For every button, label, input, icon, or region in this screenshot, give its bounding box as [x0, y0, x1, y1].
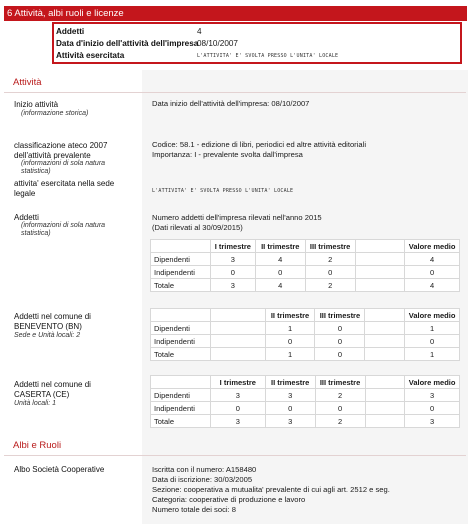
table-cell: 4	[255, 279, 305, 292]
table-cell: 1	[265, 348, 315, 361]
table-cell	[365, 348, 405, 361]
table-cell	[365, 389, 405, 402]
table-cell: 0	[405, 266, 460, 279]
table-cell: 3	[210, 415, 265, 428]
benevento-sub: Sede e Unità locali: 2	[14, 332, 81, 339]
table-cell: 2	[305, 253, 355, 266]
ateco-codice: Codice: 58.1 - edizione di libri, periodici ed altre attività editoriali	[152, 140, 367, 149]
table-cell	[355, 279, 405, 292]
addetti-label: Addetti	[14, 213, 39, 222]
section-header: 6 Attività, albi ruoli e licenze	[4, 6, 467, 21]
table-header-cell: II trimestre	[265, 309, 315, 322]
ateco-sub: (informazioni di sola natura statistica)	[21, 160, 106, 175]
table-cell: 2	[315, 389, 365, 402]
table-cell: 0	[315, 335, 365, 348]
table-header-cell: I trimestre	[210, 376, 265, 389]
table-cell: 3	[210, 253, 255, 266]
summary-box	[52, 22, 462, 64]
albo-coop-label: Albo Società Cooperative	[14, 465, 105, 474]
table-header-cell	[151, 309, 211, 322]
table-cell: 4	[405, 253, 460, 266]
table-cell: 0	[265, 402, 315, 415]
table-cell: 0	[210, 402, 265, 415]
table-cell: 0	[255, 266, 305, 279]
table-cell	[365, 402, 405, 415]
table-cell: 3	[210, 279, 255, 292]
albo-line: Numero totale dei soci: 8	[152, 505, 236, 514]
table-cell: 2	[305, 279, 355, 292]
table-cell: 3	[265, 389, 315, 402]
ateco-label: classificazione ateco 2007 dell'attività prevalente	[14, 141, 108, 160]
albo-line: Sezione: cooperativa a mutualita' prevalente di cui agli art. 2512 e seg.	[152, 485, 390, 494]
albo-line: Data di iscrizione: 30/03/2005	[152, 475, 253, 484]
table-cell	[210, 322, 265, 335]
sede-legale-value: L'ATTIVITA' E' SVOLTA PRESSO L'UNITA' LOCALE	[152, 188, 294, 194]
table-header-row	[151, 309, 460, 322]
summary-data-inizio-value: 08/10/2007	[197, 39, 238, 48]
row-label: Dipendenti	[151, 253, 211, 266]
table-header-cell	[365, 309, 405, 322]
inizio-attivita-sub: (informazione storica)	[21, 110, 89, 117]
table-row	[151, 348, 460, 361]
summary-addetti-label: Addetti	[56, 27, 85, 36]
table-row	[151, 335, 460, 348]
table-row	[151, 266, 460, 279]
table-row	[151, 253, 460, 266]
addetti-line1: Numero addetti dell'impresa rilevati nell'anno 2015	[152, 213, 322, 222]
table-cell: 0	[405, 402, 460, 415]
row-label: Totale	[151, 348, 211, 361]
row-label: Indipendenti	[151, 402, 211, 415]
table-header-cell: III trimestre	[315, 309, 365, 322]
table-header-cell	[151, 240, 211, 253]
table-cell: 4	[255, 253, 305, 266]
table-row	[151, 322, 460, 335]
table-row	[151, 415, 460, 428]
table-cell: 1	[405, 348, 460, 361]
table-row	[151, 279, 460, 292]
table-cell: 0	[265, 335, 315, 348]
table-cell: 1	[405, 322, 460, 335]
table-header-cell: I trimestre	[210, 240, 255, 253]
table-cell: 0	[315, 348, 365, 361]
summary-addetti-value: 4	[197, 27, 202, 36]
table-cell: 0	[210, 266, 255, 279]
table-header-cell: Valore medio	[405, 309, 460, 322]
albo-line: Categoria: cooperative di produzione e lavoro	[152, 495, 306, 504]
table-row	[151, 402, 460, 415]
row-label: Dipendenti	[151, 322, 211, 335]
row-label: Indipendenti	[151, 335, 211, 348]
table-cell: 3	[405, 415, 460, 428]
attivita-section-title: Attività	[13, 77, 42, 88]
table-cell: 0	[315, 402, 365, 415]
table-header-cell	[210, 309, 265, 322]
table-cell: 0	[315, 322, 365, 335]
table-cell	[365, 415, 405, 428]
table-cell	[365, 322, 405, 335]
summary-attivita-row	[54, 50, 460, 62]
summary-data-inizio-label: Data d'inizio dell'attività dell'impresa	[56, 39, 199, 48]
benevento-table	[150, 308, 460, 361]
row-label: Dipendenti	[151, 389, 211, 402]
caserta-label: Addetti nel comune di CASERTA (CE)	[14, 380, 91, 399]
table-header-cell: Valore medio	[405, 376, 460, 389]
table-cell	[355, 266, 405, 279]
benevento-label: Addetti nel comune di BENEVENTO (BN)	[14, 312, 91, 331]
table-cell: 2	[315, 415, 365, 428]
summary-addetti-row	[54, 26, 460, 38]
caserta-sub: Unità locali: 1	[14, 400, 57, 407]
section-divider	[4, 92, 466, 93]
table-cell	[365, 335, 405, 348]
summary-attivita-value: L'ATTIVITA' E' SVOLTA PRESSO L'UNITA' LOCALE	[197, 53, 339, 59]
table-cell	[210, 335, 265, 348]
table-cell: 3	[210, 389, 265, 402]
inizio-attivita-value: Data inizio dell'attività dell'impresa: 08/10/2007	[152, 99, 310, 108]
table-cell: 3	[405, 389, 460, 402]
albi-section-title: Albi e Ruoli	[13, 440, 62, 451]
table-header-cell: II trimestre	[265, 376, 315, 389]
table-header-cell	[365, 376, 405, 389]
summary-attivita-label: Attività esercitata	[56, 51, 125, 60]
row-label: Totale	[151, 415, 211, 428]
table-cell: 3	[265, 415, 315, 428]
table-header-row	[151, 240, 460, 253]
section-divider	[4, 455, 466, 456]
table-header-cell	[355, 240, 405, 253]
table-header-cell: Valore medio	[405, 240, 460, 253]
table-header-cell: II trimestre	[255, 240, 305, 253]
table-header-cell	[151, 376, 211, 389]
inizio-attivita-label: Inizio attività	[14, 100, 59, 109]
table-header-cell: III trimestre	[315, 376, 365, 389]
table-row	[151, 389, 460, 402]
addetti-line2: (Dati rilevati al 30/09/2015)	[152, 223, 243, 232]
table-cell	[210, 348, 265, 361]
row-label: Totale	[151, 279, 211, 292]
albo-line: Iscritta con il numero: A158480	[152, 465, 257, 474]
table-cell	[355, 253, 405, 266]
sede-legale-label: attivita' esercitata nella sede legale	[14, 179, 115, 198]
table-cell: 0	[405, 335, 460, 348]
summary-data-inizio-row	[54, 38, 460, 50]
table-header-cell: III trimestre	[305, 240, 355, 253]
ateco-importanza: Importanza: I - prevalente svolta dall'impresa	[152, 150, 303, 159]
table-cell: 4	[405, 279, 460, 292]
table-header-row	[151, 376, 460, 389]
table-cell: 0	[305, 266, 355, 279]
row-label: Indipendenti	[151, 266, 211, 279]
addetti-sub: (informazioni di sola natura statistica)	[21, 222, 106, 237]
addetti-table	[150, 239, 460, 292]
caserta-table	[150, 375, 460, 428]
table-cell: 1	[265, 322, 315, 335]
